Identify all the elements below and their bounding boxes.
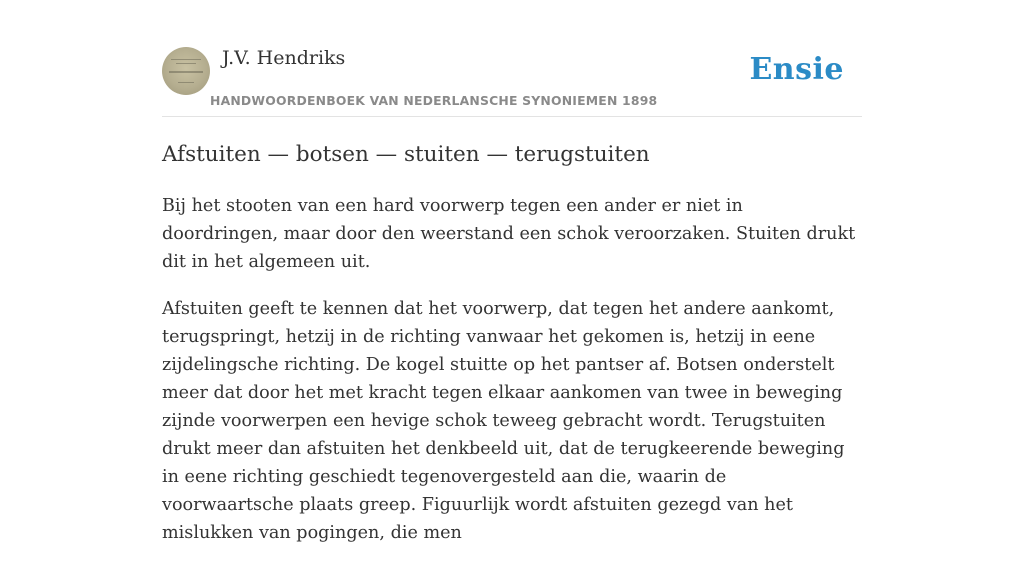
entry-body: [162, 192, 862, 566]
content-container: [162, 0, 862, 543]
cover-text-line: [178, 82, 194, 83]
book-cover-avatar[interactable]: [162, 47, 210, 95]
cover-text-line: [169, 71, 203, 73]
site-logo[interactable]: Ensie: [749, 52, 844, 87]
entry-title: Afstuiten — botsen — stuiten — terugstuiten: [162, 142, 650, 167]
author-name[interactable]: J.V. Hendriks: [222, 47, 346, 69]
entry-paragraph: Bij het stooten van een hard voorwerp tegen een ander er niet in doordringen, maar door den weerstand een schok veroorzaken. Stuiten drukt dit in het algemeen uit.: [162, 196, 856, 272]
source-title[interactable]: HANDWOORDENBOEK VAN NEDERLANSCHE SYNONIEMEN 1898: [210, 93, 658, 108]
entry-paragraph: Afstuiten geeft te kennen dat het voorwerp, dat tegen het andere aankomt, terugspringt, hetzij in de richting vanwaar het gekomen is, hetzij in eene zijdelingsche richting. De kogel stuitte op het pantser af. Botsen onderstelt meer dat door het met kracht tegen elkaar aankomen van twee in beweging zijnde voorwerpen een hevige schok teweeg gebracht wordt. Terugstuiten drukt meer dan afstuiten het denkbeeld uit, dat de terugkeerende beweging in eene richting geschiedt tegenovergesteld aan die, waarin de voorwaartsche plaats greep. Figuurlijk wordt afstuiten gezegd van het mislukken van pogingen, die men: [162, 299, 845, 543]
cover-text-line: [176, 63, 196, 64]
cover-text-line: [171, 59, 201, 60]
header: [162, 0, 862, 117]
